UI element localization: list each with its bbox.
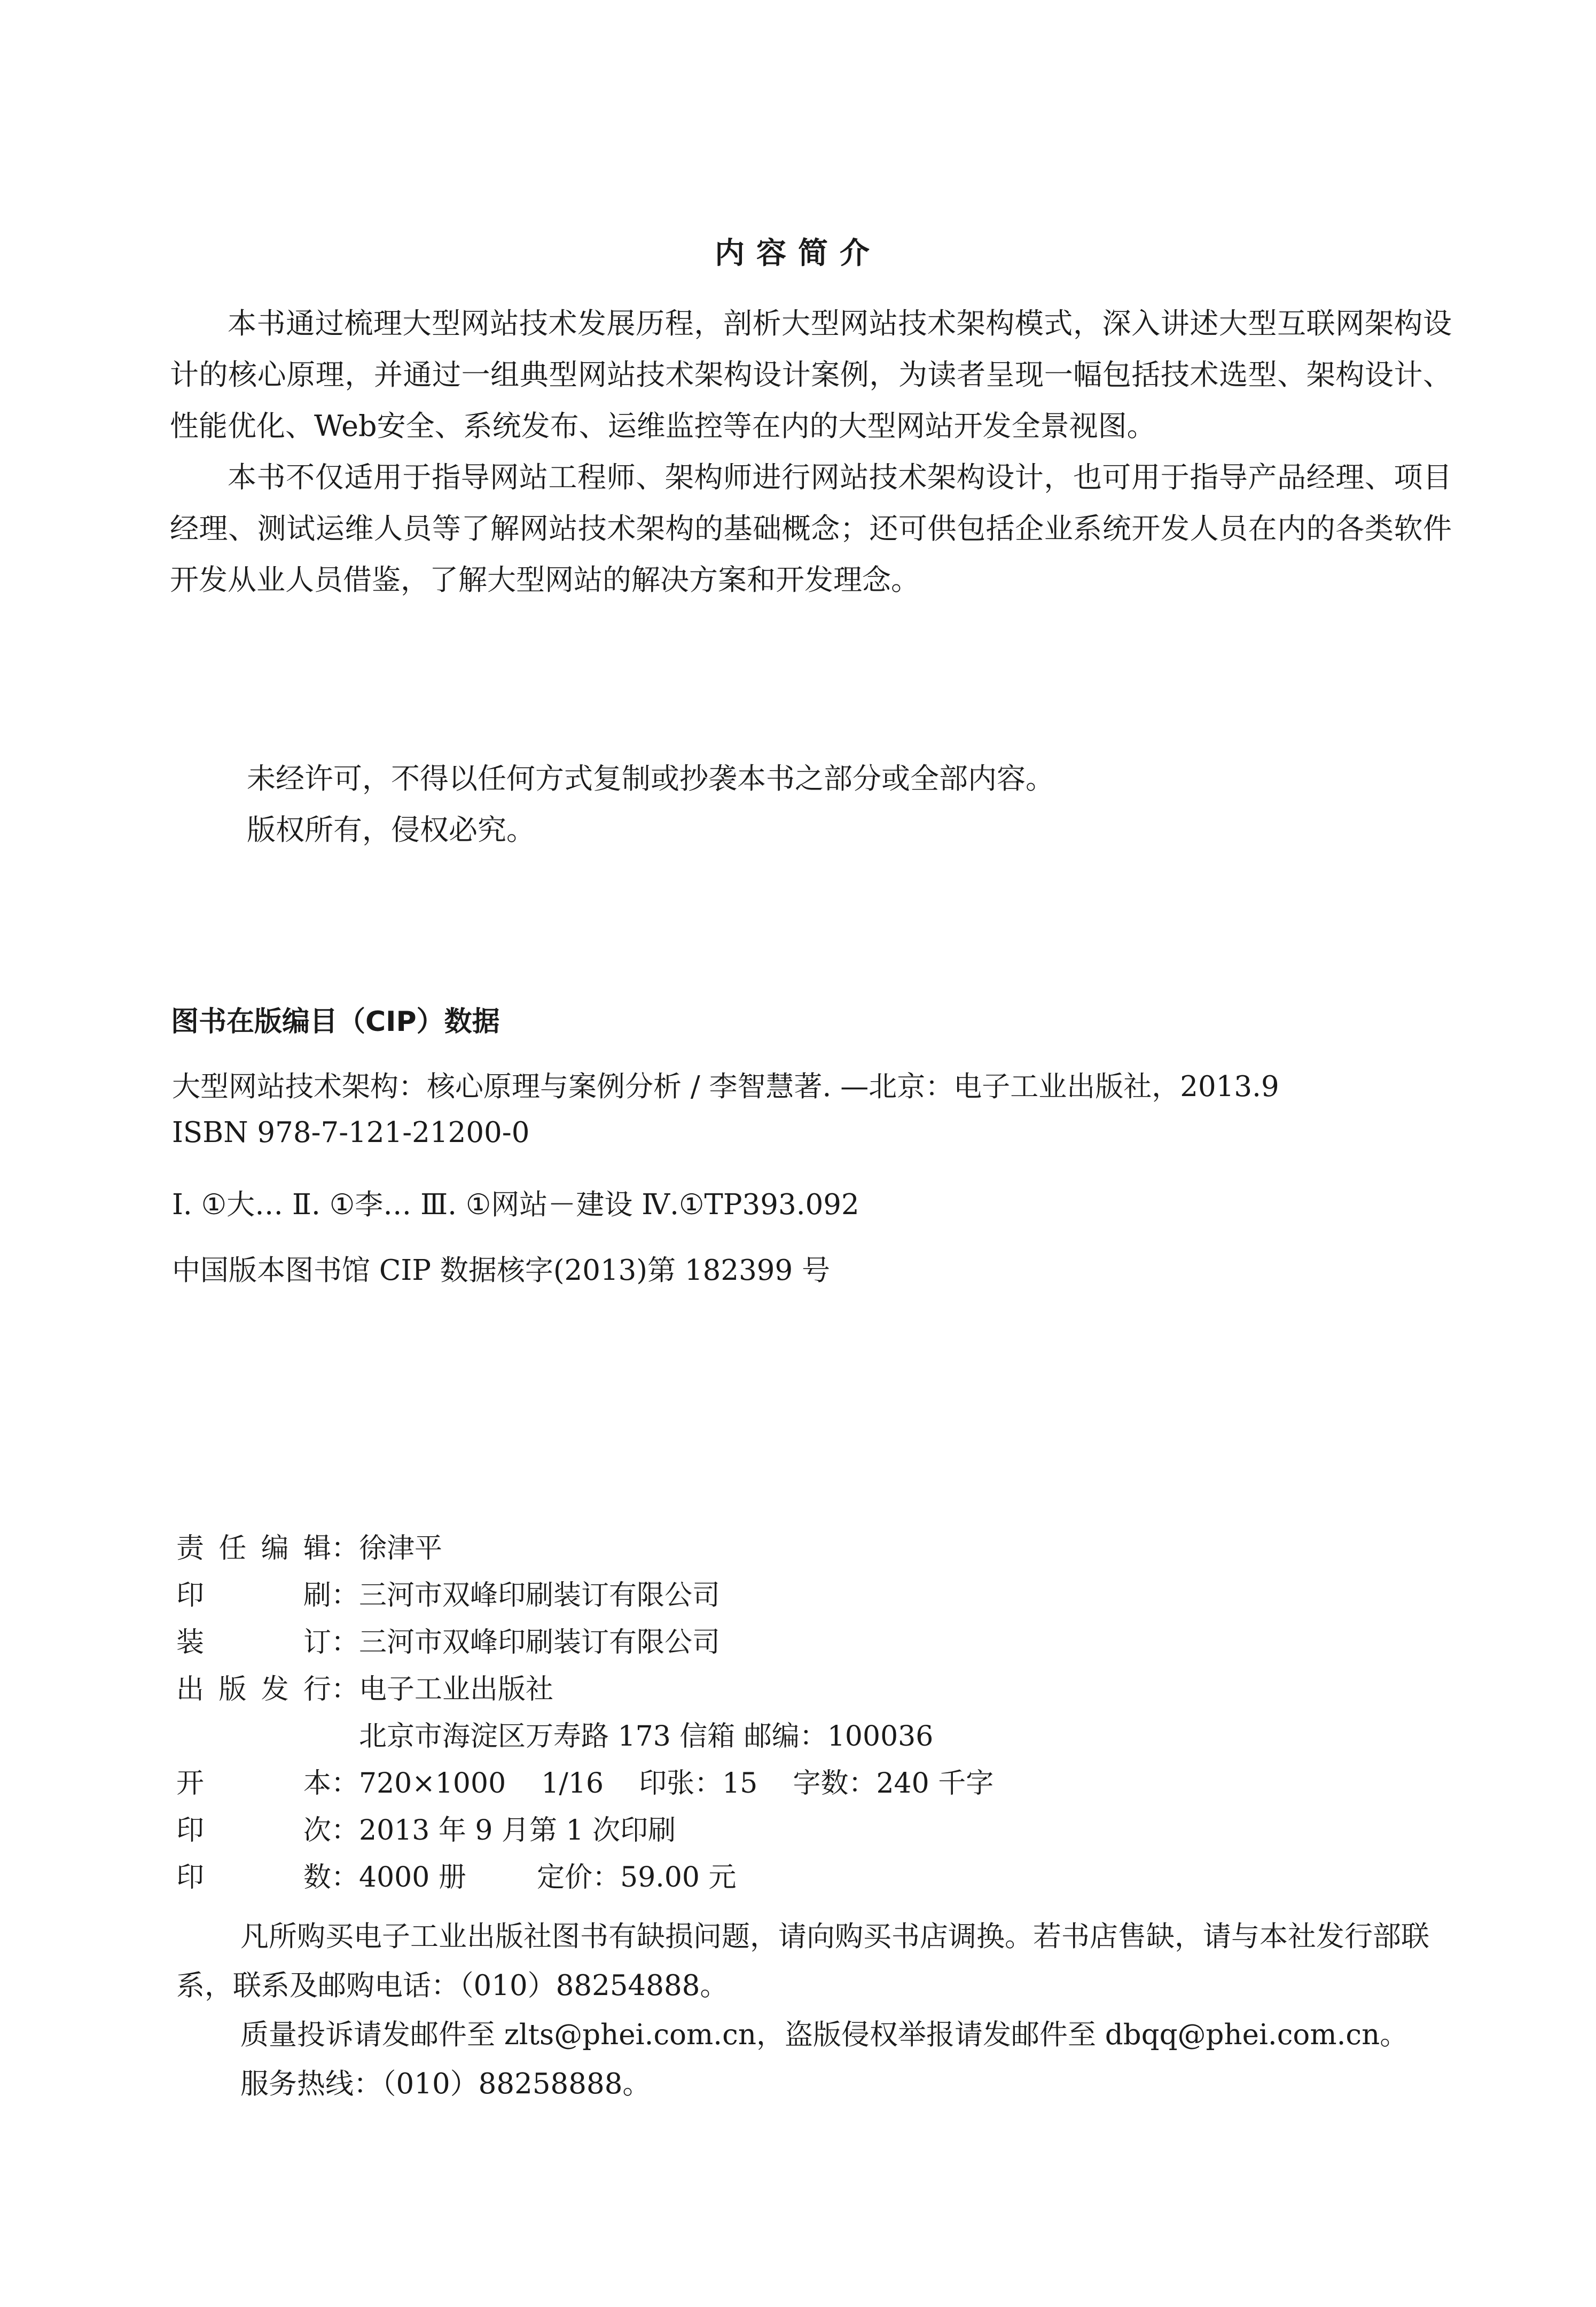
intro-title: 内容简介 [715, 236, 881, 271]
credit-colon: ： [331, 1768, 359, 1800]
notice-line-2: 版权所有，侵权必究。 [247, 813, 535, 847]
credit-colon: ： [331, 1626, 359, 1659]
credit-label: 印刷 [176, 1579, 331, 1612]
cip-library-line: 中国版本图书馆 CIP 数据核字(2013)第 182399 号 [172, 1254, 831, 1287]
credit-row [176, 1713, 993, 1760]
credit-value: 4000 册 定价：59.00 元 [359, 1862, 737, 1894]
credit-label: 印次 [176, 1815, 331, 1847]
cip-classification: Ⅰ. ①大… Ⅱ. ①李… Ⅲ. ①网站－建设 Ⅳ.①TP393.092 [172, 1188, 859, 1221]
credit-label: 出版发行 [176, 1673, 331, 1706]
intro-body [170, 298, 1452, 606]
credit-colon: ： [331, 1532, 359, 1565]
credit-label: 责任编辑 [176, 1532, 331, 1565]
credit-value: 三河市双峰印刷装订有限公司 [359, 1579, 721, 1612]
credit-row [176, 1807, 993, 1854]
credit-colon: ： [331, 1862, 359, 1894]
intro-paragraph-2: 本书不仅适用于指导网站工程师、架构师进行网站技术架构设计，也可用于指导产品经理、项目经理、测试运维人员等了解网站技术架构的基础概念；还可供包括企业系统开发人员在内的各类软件开发从业人员借鉴，了解大型网站的解决方案和开发理念。 [170, 460, 1452, 597]
credit-colon: ： [331, 1579, 359, 1612]
credit-value: 2013 年 9 月第 1 次印刷 [359, 1815, 676, 1847]
cip-isbn: ISBN 978-7-121-21200-0 [172, 1116, 530, 1149]
copyright-notice [247, 753, 1054, 856]
credit-colon: ： [331, 1815, 359, 1847]
credit-row [176, 1854, 993, 1901]
credit-row [176, 1572, 993, 1619]
credit-label: 印数 [176, 1862, 331, 1894]
credit-row [176, 1619, 993, 1666]
cip-title-line: 大型网站技术架构：核心原理与案例分析 / 李智慧著. —北京：电子工业出版社，2013.9 [172, 1070, 1279, 1103]
credit-row [176, 1525, 993, 1572]
cip-heading: 图书在版编目（CIP）数据 [171, 1006, 500, 1038]
notice-line-1: 未经许可，不得以任何方式复制或抄袭本书之部分或全部内容。 [247, 762, 1054, 795]
credit-address: 北京市海淀区万寿路 173 信箱 邮编：100036 [359, 1721, 934, 1753]
credit-value: 徐津平 [359, 1532, 443, 1565]
credit-colon: ： [331, 1673, 359, 1706]
intro-paragraph-1: 本书通过梳理大型网站技术发展历程，剖析大型网站技术架构模式，深入讲述大型互联网架构设计的核心原理，并通过一组典型网站技术架构设计案例，为读者呈现一幅包括技术选型、架构设计、性能优化、Web安全、系统发布、运维监控等在内的大型网站开发全景视图。 [170, 307, 1452, 443]
complaint-note: 质量投诉请发邮件至 zlts@phei.com.cn，盗版侵权举报请发邮件至 dbqq@phei.com.cn。 [240, 2019, 1409, 2051]
credits-block [176, 1525, 993, 1901]
purchase-note: 凡所购买电子工业出版社图书有缺损问题，请向购买书店调换。若书店售缺，请与本社发行部联系，联系及邮购电话：（010）88254888。 [176, 1920, 1429, 2002]
credit-row [176, 1760, 993, 1807]
credit-value: 720×1000 1/16 印张：15 字数：240 千字 [359, 1768, 994, 1800]
hotline-note: 服务热线：（010）88258888。 [240, 2068, 651, 2100]
publisher-notes [176, 1912, 1458, 2109]
credit-value: 三河市双峰印刷装订有限公司 [359, 1626, 721, 1659]
credit-row [176, 1666, 993, 1713]
credit-label: 装订 [176, 1626, 331, 1659]
credit-label: 开本 [176, 1768, 331, 1800]
credit-value: 电子工业出版社 [359, 1673, 554, 1706]
